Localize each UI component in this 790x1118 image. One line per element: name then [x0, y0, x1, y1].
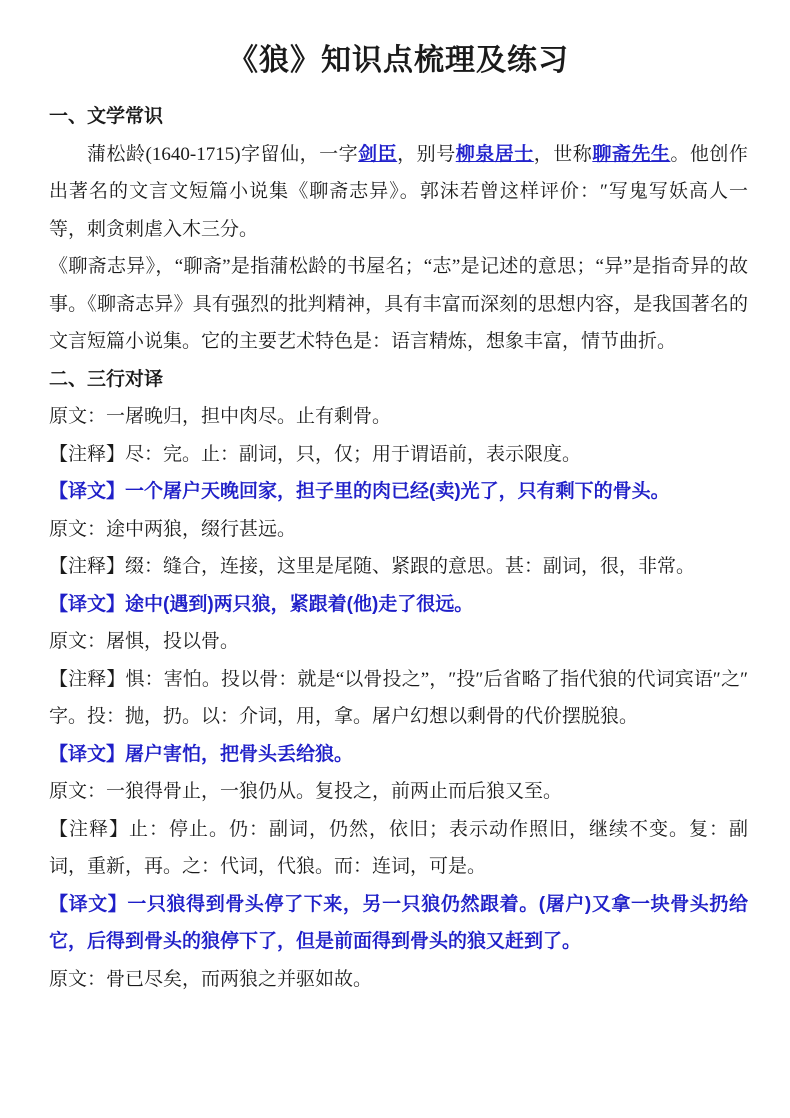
yiwen-line-3: 【译文】屠户害怕，把骨头丢给狼。: [49, 743, 354, 765]
zhushi-line-2: 【注释】缀：缝合，连接，这里是尾随、紧跟的意思。甚：副词，很，非常。: [49, 556, 696, 577]
yuanwen-line-4: 原文：一狼得骨止，一狼仍从。复投之，前两止而后狼又至。: [49, 781, 563, 802]
zhushi-line-3: 【注释】惧：害怕。投以骨：就是“以骨投之”，″投″后省略了指代狼的代词宾语″之″字。投：抛，扔。以：介词，用，拿。屠户幻想以剩骨的代价摆脱狼。: [49, 668, 748, 727]
yuanwen-line-2: 原文：途中两狼，缀行甚远。: [49, 518, 297, 540]
zhushi-line-4: 【注释】止：停止。仍：副词，仍然，依旧；表示动作照旧，继续不变。复：副词，重新，再。之：代词，代狼。而：连词，可是。: [49, 818, 748, 877]
link-liaozhai-xiansheng[interactable]: 聊斋先生: [592, 143, 671, 165]
yuanwen-line-5: 原文：骨已尽矣，而两狼之并驱如故。: [49, 968, 373, 990]
literature-text-4: 。他创作出著名的文言文短篇小说集《聊斋志异》。郭沫若曾这样评价：″写鬼写妖高人一等，刺贪刺虐入木三分。: [49, 143, 748, 240]
section-heading-translation: 二、三行对译: [49, 368, 164, 390]
page-title: 《狼》知识点梳理及练习: [228, 44, 569, 77]
link-jianchen[interactable]: 剑臣: [358, 143, 398, 165]
section-heading-literature: 一、文学常识: [49, 106, 164, 127]
link-liuquan-jushi[interactable]: 柳泉居士: [455, 143, 534, 165]
literature-text-3: ，世称: [533, 143, 593, 165]
yuanwen-line-3: 原文：屠惧，投以骨。: [49, 631, 240, 652]
literature-text-1: 蒲松龄(1640-1715)字留仙，一字: [87, 143, 359, 165]
zhushi-line-1: 【注释】尽：完。止：副词，只，仅；用于谓语前，表示限度。: [49, 443, 582, 465]
yiwen-line-4: 【译文】一只狼得到骨头停了下来，另一只狼仍然跟着。(屠户)又拿一块骨头扔给它，后得到骨头的狼停下了，但是前面得到骨头的狼又赶到了。: [49, 893, 748, 952]
literature-text-2: ，别号: [397, 143, 456, 165]
yiwen-line-2: 【译文】途中(遇到)两只狼，紧跟着(他)走了很远。: [49, 593, 474, 615]
yuanwen-line-1: 原文：一屠晚归，担中肉尽。止有剩骨。: [49, 406, 392, 427]
yiwen-line-1: 【译文】一个屠户天晚回家，担子里的肉已经(卖)光了，只有剩下的骨头。: [49, 481, 670, 502]
liaozhai-paragraph: 《聊斋志异》，“聊斋”是指蒲松龄的书屋名；“志”是记述的意思；“异”是指奇异的故事。《聊斋志异》具有强烈的批判精神，具有丰富而深刻的思想内容，是我国著名的文言短篇小说集。它的主要艺术特色是：语言精炼，想象丰富，情节曲折。: [49, 256, 748, 352]
literature-paragraph: [49, 136, 748, 249]
